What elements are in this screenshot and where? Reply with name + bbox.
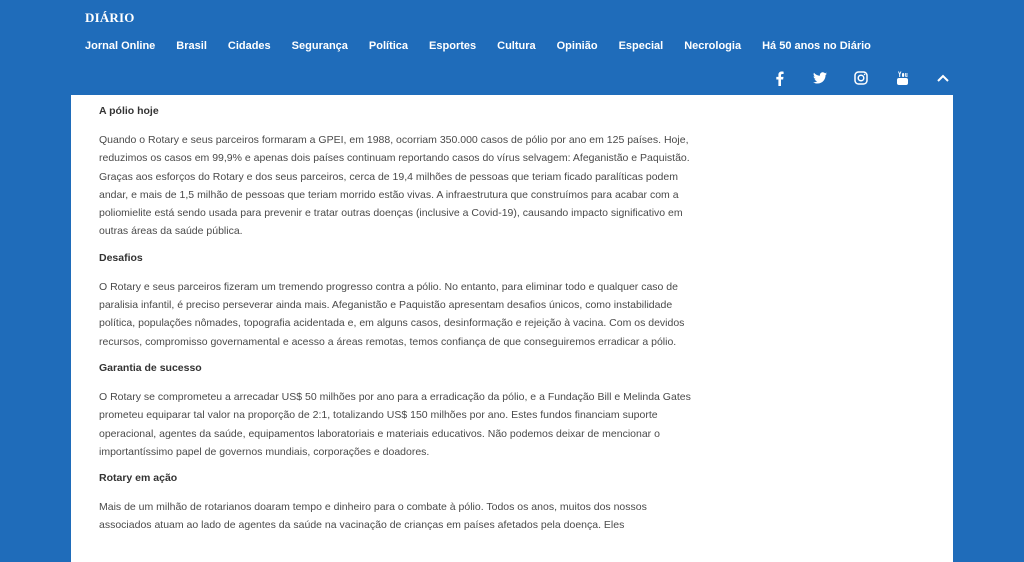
content-panel bbox=[71, 95, 953, 562]
section-heading-polio-hoje: A pólio hoje bbox=[99, 105, 159, 117]
nav-item-esportes[interactable]: Esportes bbox=[429, 40, 477, 52]
section-heading-rotary-em-acao: Rotary em ação bbox=[99, 472, 178, 485]
section-paragraph-desafios: O Rotary e seus parceiros fizeram um tremendo progresso contra a pólio. No entanto, para eliminar todo e qualquer caso de paralisia infantil, é preciso perseverar ainda mais. Afeganistão e Paquistão apresentam desafios únicos, como instabilidade política, populações nômades, topografia acidentada e, em alguns casos, desinformação e rejeição à vacina. Com os devidos recursos, compromisso governamental e acesso a áreas remotas, temos confiança de que conseguiremos erradicar a pólio. bbox=[99, 280, 685, 348]
instagram-icon[interactable] bbox=[852, 69, 870, 87]
section-heading-garantia: Garantia de sucesso bbox=[99, 361, 202, 374]
nav-item-ha-50-anos[interactable]: Há 50 anos no Diário bbox=[762, 40, 871, 52]
section-heading-desafios: Desafios bbox=[99, 251, 143, 264]
chevron-up-icon[interactable] bbox=[934, 69, 952, 87]
main-nav bbox=[85, 40, 892, 52]
nav-item-cultura[interactable]: Cultura bbox=[497, 40, 536, 52]
section-paragraph-rotary-em-acao: Mais de um milhão de rotarianos doaram tempo e dinheiro para o combate à pólio. Todos os anos, muitos dos nossos associados atuam ao lado de agentes da saúde na vacinação de crianças em países afetados pela doença. Eles bbox=[99, 501, 647, 532]
nav-item-especial[interactable]: Especial bbox=[618, 40, 664, 52]
nav-item-brasil[interactable]: Brasil bbox=[176, 40, 207, 52]
article-body bbox=[99, 105, 699, 546]
section-paragraph-garantia: O Rotary se comprometeu a arrecadar US$ 50 milhões por ano para a erradicação da pólio, e a Fundação Bill e Melinda Gates prometeu equiparar tal valor na proporção de 2:1, totalizando US$ 150 milhões por ano. Estes fundos financiam suporte operacional, agentes da saúde, equipamentos laboratoriais e materiais educativos. Não podemos deixar de mencionar o importantíssimo papel de governos mundiais, corporações e doadores. bbox=[99, 390, 691, 458]
site-header bbox=[0, 0, 1024, 95]
nav-item-necrologia[interactable]: Necrologia bbox=[684, 40, 742, 52]
nav-item-cidades[interactable]: Cidades bbox=[227, 40, 271, 52]
social-links bbox=[770, 69, 975, 87]
nav-item-jornal-online[interactable]: Jornal Online bbox=[85, 40, 156, 52]
section-paragraph-polio-hoje: Quando o Rotary e seus parceiros formaram a GPEI, em 1988, ocorriam 350.000 casos de pólio por ano em 125 países. Hoje, reduzimos os casos em 99,9% e apenas dois países continuam reportando casos do vírus selvagem: Afeganistão e Paquistão. Graças aos esforços do Rotary e dos seus parceiros, cerca de 19,4 milhões de pessoas que teriam ficado paralíticas podem andar, e mais de 1,5 milhão de pessoas que teriam morrido estão vivas. A infraestrutura que construímos para acabar com a poliomielite está sendo usada para prevenir e tratar outras doenças (inclusive a Covid-19), causando impacto significativo em outras áreas da saúde pública. bbox=[99, 134, 690, 238]
nav-item-opiniao[interactable]: Opinião bbox=[556, 40, 598, 52]
nav-item-seguranca[interactable]: Segurança bbox=[291, 40, 348, 52]
nav-item-politica[interactable]: Política bbox=[368, 40, 409, 52]
twitter-icon[interactable] bbox=[811, 69, 829, 87]
facebook-icon[interactable] bbox=[770, 69, 788, 87]
youtube-icon[interactable] bbox=[893, 69, 911, 87]
site-logo[interactable]: DIÁRIO bbox=[85, 10, 135, 25]
